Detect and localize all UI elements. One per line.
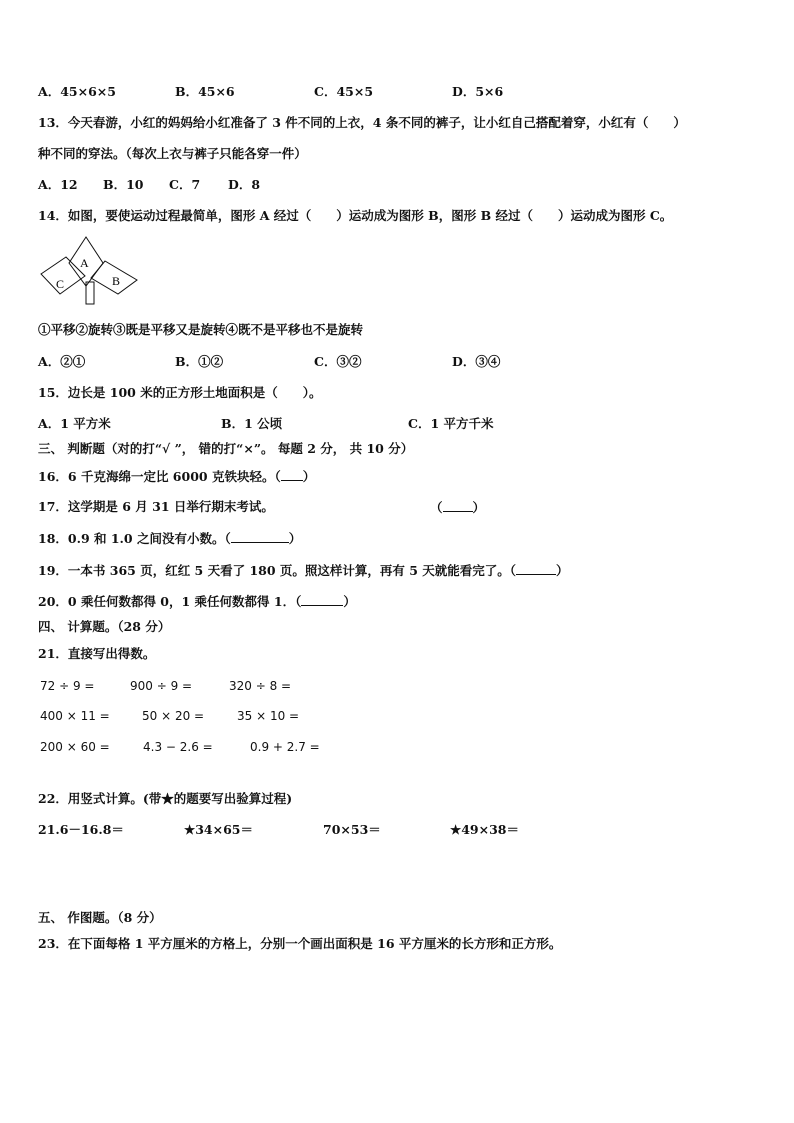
q14-label-c: C: [56, 277, 65, 291]
q16-close: ）: [302, 469, 316, 484]
q17-close: ）: [472, 500, 486, 515]
q13-options: [38, 177, 338, 193]
q14-text: 14．如图，要使运动过程最简单，图形 A 经过（ ）运动成为图形 B，图形 B 经过（ ）运动成为图形 C。: [38, 208, 673, 223]
q21-item: 35 × 10 =: [237, 709, 300, 723]
q17-open: （: [430, 500, 443, 515]
q12-option-d: D．5×6: [452, 84, 504, 99]
q17-blank: [443, 499, 473, 512]
q19-blank: [516, 562, 556, 575]
q18: [38, 530, 301, 547]
q15-option-a: A．1 平方米: [38, 416, 111, 431]
q22-item: 70×53＝: [323, 822, 381, 837]
q20-close: ）: [343, 594, 356, 609]
q21-item: 400 × 11 =: [40, 709, 110, 723]
q13-option-b: B．10: [103, 177, 144, 192]
q14-option-b: B．①②: [175, 354, 224, 369]
q15-text: 15．边长是 100 米的正方形土地面积是（ ）。: [38, 385, 322, 400]
q15-option-c: C．1 平方千米: [408, 416, 494, 431]
q22-item: 21.6－16.8＝: [38, 822, 124, 837]
q21-text: 21．直接写出得数。: [38, 646, 156, 661]
q14-options: [38, 354, 758, 370]
q21-item: 320 ÷ 8 =: [229, 679, 292, 693]
q23-text: 23．在下面每格 1 平方厘米的方格上，分别一个画出面积是 16 平方厘米的长方形和正方形。: [38, 936, 562, 951]
q16-text: 16．6 千克海绵一定比 6000 克铁块轻。（: [38, 469, 281, 484]
q14-label-b: B: [112, 274, 121, 288]
q14-option-a: A．②①: [38, 354, 86, 369]
q18-close: ）: [288, 531, 302, 546]
q21-item: 200 × 60 =: [40, 740, 110, 754]
q17-text: 17．这学期是 6 月 31 日举行期末考试。: [38, 499, 274, 514]
q18-text: 18．0.9 和 1.0 之间没有小数。（: [38, 531, 231, 546]
q12-option-a: A．45×6×5: [38, 84, 116, 99]
q12-option-b: B．45×6: [175, 84, 235, 99]
q21-item: 900 ÷ 9 =: [130, 679, 193, 693]
q18-blank: [231, 530, 289, 543]
q14-label-a: A: [80, 256, 89, 270]
q21-item: 72 ÷ 9 =: [40, 679, 95, 693]
section-3-heading: 三、 判断题（对的打“√ ”， 错的打“×”。 每题 2 分， 共 10 分）: [38, 441, 414, 456]
q15-option-b: B．1 公顷: [221, 416, 283, 431]
q22-item: ★49×38＝: [450, 822, 519, 837]
q14-option-c: C．③②: [314, 354, 362, 369]
q21-item: 50 × 20 =: [142, 709, 205, 723]
section-4-heading: 四、 计算题。（28 分）: [38, 619, 171, 634]
q14-figure: [38, 234, 142, 306]
q16: [38, 468, 315, 485]
q13-option-c: C．7: [169, 177, 201, 192]
q12-options: [38, 84, 758, 100]
q14-choices: ①平移②旋转③既是平移又是旋转④既不是平移也不是旋转: [38, 322, 364, 337]
q22-text: 22．用竖式计算。(带★的题要写出验算过程): [38, 791, 293, 806]
section-5-heading: 五、 作图题。（8 分）: [38, 910, 162, 925]
q21-item: 4.3 − 2.6 =: [143, 740, 213, 754]
q13-text-line1: 13．今天春游，小红的妈妈给小红准备了 3 件不同的上衣，4 条不同的裤子，让小红自己搭配着穿，小红有（ ）: [38, 115, 686, 130]
q16-blank: [281, 468, 303, 481]
q20-text: 20．0 乘任何数都得 0，1 乘任何数都得 1．（: [38, 594, 302, 609]
q22-item: ★34×65＝: [184, 822, 253, 837]
q19-close: ）: [556, 563, 569, 578]
q17-answer: [430, 499, 485, 516]
q20-blank: [301, 593, 343, 606]
q20: [38, 593, 356, 610]
q15-options: [38, 416, 598, 432]
q13-option-a: A．12: [38, 177, 78, 192]
q12-option-c: C．45×5: [314, 84, 374, 99]
q13-option-d: D．8: [228, 177, 261, 192]
q21-item: 0.9 + 2.7 =: [250, 740, 320, 754]
q14-option-d: D．③④: [452, 354, 501, 369]
q19: [38, 562, 569, 579]
q22-items: [38, 822, 598, 838]
q13-text-line2: 种不同的穿法。（每次上衣与裤子只能各穿一件）: [38, 146, 307, 161]
q19-text: 19．一本书 365 页，红红 5 天看了 180 页。照这样计算，再有 5 天就能看完了。（: [38, 563, 517, 578]
